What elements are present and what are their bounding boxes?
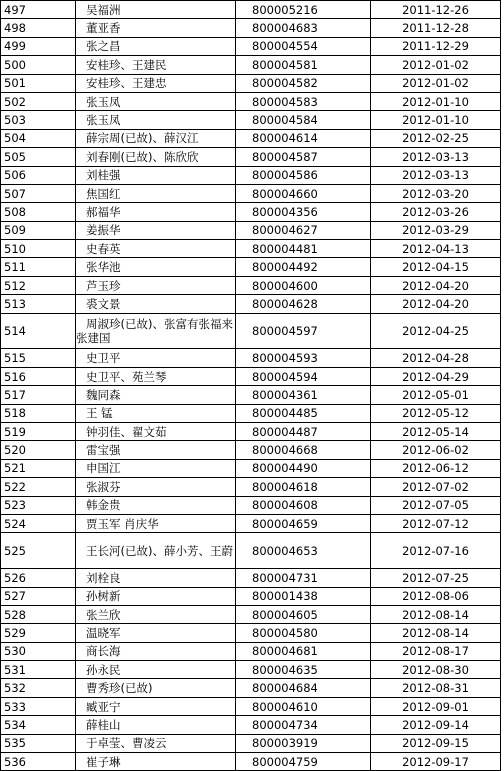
account-code-cell: 800004759	[236, 753, 371, 771]
row-number-cell: 497	[1, 1, 76, 19]
row-number-cell: 511	[1, 258, 76, 276]
date-cell: 2012-09-14	[371, 716, 501, 734]
name-cell: 臧亚宁	[76, 697, 236, 715]
row-number-cell: 529	[1, 624, 76, 642]
account-code-cell: 800004628	[236, 295, 371, 313]
name-cell: 魏同森	[76, 386, 236, 404]
table-row	[1, 624, 501, 642]
date-cell: 2012-03-13	[371, 148, 501, 166]
date-cell: 2012-06-02	[371, 441, 501, 459]
table-row	[1, 587, 501, 605]
date-cell: 2012-09-15	[371, 734, 501, 752]
name-cell: 刘栓良	[76, 569, 236, 587]
account-code-cell: 800004485	[236, 404, 371, 422]
name-cell: 商长海	[76, 642, 236, 660]
name-cell: 崔子琳	[76, 753, 236, 771]
date-cell: 2012-07-25	[371, 569, 501, 587]
table-row	[1, 478, 501, 496]
table-row	[1, 92, 501, 110]
row-number-cell: 504	[1, 129, 76, 147]
row-number-cell: 523	[1, 496, 76, 514]
account-code-cell: 800004580	[236, 624, 371, 642]
name-cell: 史春英	[76, 240, 236, 258]
account-code-cell: 800004581	[236, 56, 371, 74]
name-cell: 焦国红	[76, 184, 236, 202]
account-code-cell: 800004582	[236, 74, 371, 92]
date-cell: 2012-04-29	[371, 367, 501, 385]
date-cell: 2012-05-12	[371, 404, 501, 422]
date-cell: 2012-04-28	[371, 349, 501, 367]
row-number-cell: 510	[1, 240, 76, 258]
row-number-cell: 522	[1, 478, 76, 496]
table-row	[1, 514, 501, 532]
date-cell: 2012-04-20	[371, 295, 501, 313]
table-row	[1, 679, 501, 697]
row-number-cell: 507	[1, 184, 76, 202]
row-number-cell: 499	[1, 37, 76, 55]
row-number-cell: 535	[1, 734, 76, 752]
table-body	[1, 1, 501, 771]
row-number-cell: 524	[1, 514, 76, 532]
account-code-cell: 800004660	[236, 184, 371, 202]
name-cell: 张淑芬	[76, 478, 236, 496]
table-row	[1, 240, 501, 258]
table-row	[1, 313, 501, 349]
account-code-cell: 800004492	[236, 258, 371, 276]
row-number-cell: 513	[1, 295, 76, 313]
account-code-cell: 800004356	[236, 203, 371, 221]
row-number-cell: 514	[1, 313, 76, 349]
table-row	[1, 349, 501, 367]
row-number-cell: 509	[1, 221, 76, 239]
account-code-cell: 800004668	[236, 441, 371, 459]
name-cell: 王 锰	[76, 404, 236, 422]
row-number-cell: 519	[1, 423, 76, 441]
name-cell: 芦玉珍	[76, 276, 236, 294]
row-number-cell: 508	[1, 203, 76, 221]
date-cell: 2012-07-05	[371, 496, 501, 514]
date-cell: 2012-03-13	[371, 166, 501, 184]
account-code-cell: 800003919	[236, 734, 371, 752]
row-number-cell: 517	[1, 386, 76, 404]
account-code-cell: 800004586	[236, 166, 371, 184]
table-row	[1, 37, 501, 55]
row-number-cell: 506	[1, 166, 76, 184]
date-cell: 2012-08-06	[371, 587, 501, 605]
row-number-cell: 536	[1, 753, 76, 771]
date-cell: 2012-06-12	[371, 459, 501, 477]
account-code-cell: 800004361	[236, 386, 371, 404]
row-number-cell: 521	[1, 459, 76, 477]
table-row	[1, 734, 501, 752]
table-row	[1, 661, 501, 679]
table-row	[1, 166, 501, 184]
date-cell: 2012-08-30	[371, 661, 501, 679]
table-row	[1, 569, 501, 587]
name-cell: 张之昌	[76, 37, 236, 55]
date-cell: 2012-09-01	[371, 697, 501, 715]
row-number-cell: 501	[1, 74, 76, 92]
account-code-cell: 800004481	[236, 240, 371, 258]
row-number-cell: 498	[1, 19, 76, 37]
account-code-cell: 800004608	[236, 496, 371, 514]
name-cell: 安桂珍、王建忠	[76, 74, 236, 92]
date-cell: 2012-03-20	[371, 184, 501, 202]
table-row	[1, 276, 501, 294]
row-number-cell: 531	[1, 661, 76, 679]
name-cell: 韩金贵	[76, 496, 236, 514]
date-cell: 2012-02-25	[371, 129, 501, 147]
account-code-cell: 800004683	[236, 19, 371, 37]
account-code-cell: 800001438	[236, 587, 371, 605]
table-row	[1, 459, 501, 477]
table-row	[1, 221, 501, 239]
name-cell: 申国江	[76, 459, 236, 477]
date-cell: 2012-03-26	[371, 203, 501, 221]
date-cell: 2012-07-16	[371, 533, 501, 569]
account-code-cell: 800004587	[236, 148, 371, 166]
name-cell: 郝福华	[76, 203, 236, 221]
row-number-cell: 503	[1, 111, 76, 129]
date-cell: 2012-05-01	[371, 386, 501, 404]
name-cell: 安桂珍、王建民	[76, 56, 236, 74]
name-cell: 裘文景	[76, 295, 236, 313]
row-number-cell: 505	[1, 148, 76, 166]
table-row	[1, 697, 501, 715]
row-number-cell: 526	[1, 569, 76, 587]
name-cell: 温晓军	[76, 624, 236, 642]
name-cell: 薛宗周(已故)、薛汉江	[76, 129, 236, 147]
account-code-cell: 800004618	[236, 478, 371, 496]
name-cell: 于卓莹、曹凌云	[76, 734, 236, 752]
account-code-cell: 800004614	[236, 129, 371, 147]
account-code-cell: 800004684	[236, 679, 371, 697]
table-row	[1, 441, 501, 459]
row-number-cell: 532	[1, 679, 76, 697]
date-cell: 2012-01-10	[371, 92, 501, 110]
name-cell: 张玉凤	[76, 92, 236, 110]
table-row	[1, 496, 501, 514]
account-code-cell: 800005216	[236, 1, 371, 19]
date-cell: 2012-03-29	[371, 221, 501, 239]
name-cell: 张华池	[76, 258, 236, 276]
account-code-cell: 800004490	[236, 459, 371, 477]
date-cell: 2012-08-14	[371, 624, 501, 642]
row-number-cell: 525	[1, 533, 76, 569]
table-row	[1, 295, 501, 313]
name-cell: 吴福洲	[76, 1, 236, 19]
row-number-cell: 533	[1, 697, 76, 715]
date-cell: 2011-12-29	[371, 37, 501, 55]
date-cell: 2012-04-25	[371, 313, 501, 349]
table-row	[1, 642, 501, 660]
date-cell: 2012-01-02	[371, 56, 501, 74]
name-cell: 曹秀珍(已故)	[76, 679, 236, 697]
row-number-cell: 528	[1, 605, 76, 623]
account-code-cell: 800004635	[236, 661, 371, 679]
table-row	[1, 203, 501, 221]
name-cell: 刘桂强	[76, 166, 236, 184]
table-row	[1, 1, 501, 19]
name-cell: 孙永民	[76, 661, 236, 679]
date-cell: 2012-09-17	[371, 753, 501, 771]
name-cell: 姜振华	[76, 221, 236, 239]
account-code-cell: 800004610	[236, 697, 371, 715]
table-row	[1, 148, 501, 166]
row-number-cell: 534	[1, 716, 76, 734]
name-cell: 王长河(已故)、薛小芳、王蔚	[76, 533, 236, 569]
name-cell: 钟羽佳、翟文茹	[76, 423, 236, 441]
table-row	[1, 184, 501, 202]
account-code-cell: 800004554	[236, 37, 371, 55]
table-row	[1, 111, 501, 129]
name-cell: 董亚香	[76, 19, 236, 37]
table-row	[1, 19, 501, 37]
date-cell: 2012-04-13	[371, 240, 501, 258]
name-cell: 刘春刚(已故)、陈欣欣	[76, 148, 236, 166]
date-cell: 2012-04-15	[371, 258, 501, 276]
table-row	[1, 129, 501, 147]
date-cell: 2012-08-17	[371, 642, 501, 660]
account-code-cell: 800004487	[236, 423, 371, 441]
date-cell: 2012-08-14	[371, 605, 501, 623]
table-row	[1, 258, 501, 276]
name-cell: 史卫平	[76, 349, 236, 367]
account-code-cell: 800004734	[236, 716, 371, 734]
table-row	[1, 753, 501, 771]
account-code-cell: 800004597	[236, 313, 371, 349]
account-code-cell: 800004605	[236, 605, 371, 623]
date-cell: 2012-04-20	[371, 276, 501, 294]
date-cell: 2011-12-26	[371, 1, 501, 19]
table-row	[1, 605, 501, 623]
date-cell: 2012-05-14	[371, 423, 501, 441]
account-code-cell: 800004659	[236, 514, 371, 532]
account-code-cell: 800004627	[236, 221, 371, 239]
name-cell: 周淑珍(已故)、张富有张福来 张建国	[76, 313, 236, 349]
account-code-cell: 800004653	[236, 533, 371, 569]
account-code-cell: 800004583	[236, 92, 371, 110]
account-code-cell: 800004594	[236, 367, 371, 385]
name-cell: 史卫平、苑兰琴	[76, 367, 236, 385]
account-code-cell: 800004681	[236, 642, 371, 660]
date-cell: 2011-12-28	[371, 19, 501, 37]
table-row	[1, 533, 501, 569]
date-cell: 2012-07-12	[371, 514, 501, 532]
row-number-cell: 518	[1, 404, 76, 422]
row-number-cell: 512	[1, 276, 76, 294]
table-row	[1, 386, 501, 404]
row-number-cell: 527	[1, 587, 76, 605]
name-cell: 孙树新	[76, 587, 236, 605]
name-cell: 张兰欣	[76, 605, 236, 623]
table-row	[1, 423, 501, 441]
table-row	[1, 56, 501, 74]
name-cell: 贾玉军 肖庆华	[76, 514, 236, 532]
date-cell: 2012-01-02	[371, 74, 501, 92]
name-cell: 雷宝强	[76, 441, 236, 459]
name-cell: 薛桂山	[76, 716, 236, 734]
table-row	[1, 74, 501, 92]
row-number-cell: 502	[1, 92, 76, 110]
row-number-cell: 516	[1, 367, 76, 385]
account-code-cell: 800004731	[236, 569, 371, 587]
row-number-cell: 500	[1, 56, 76, 74]
row-number-cell: 530	[1, 642, 76, 660]
row-number-cell: 515	[1, 349, 76, 367]
table-row	[1, 367, 501, 385]
account-code-cell: 800004593	[236, 349, 371, 367]
name-cell: 张玉凤	[76, 111, 236, 129]
date-cell: 2012-01-10	[371, 111, 501, 129]
table-row	[1, 404, 501, 422]
row-number-cell: 520	[1, 441, 76, 459]
date-cell: 2012-07-02	[371, 478, 501, 496]
account-code-cell: 800004584	[236, 111, 371, 129]
account-code-cell: 800004600	[236, 276, 371, 294]
date-cell: 2012-08-31	[371, 679, 501, 697]
table-row	[1, 716, 501, 734]
